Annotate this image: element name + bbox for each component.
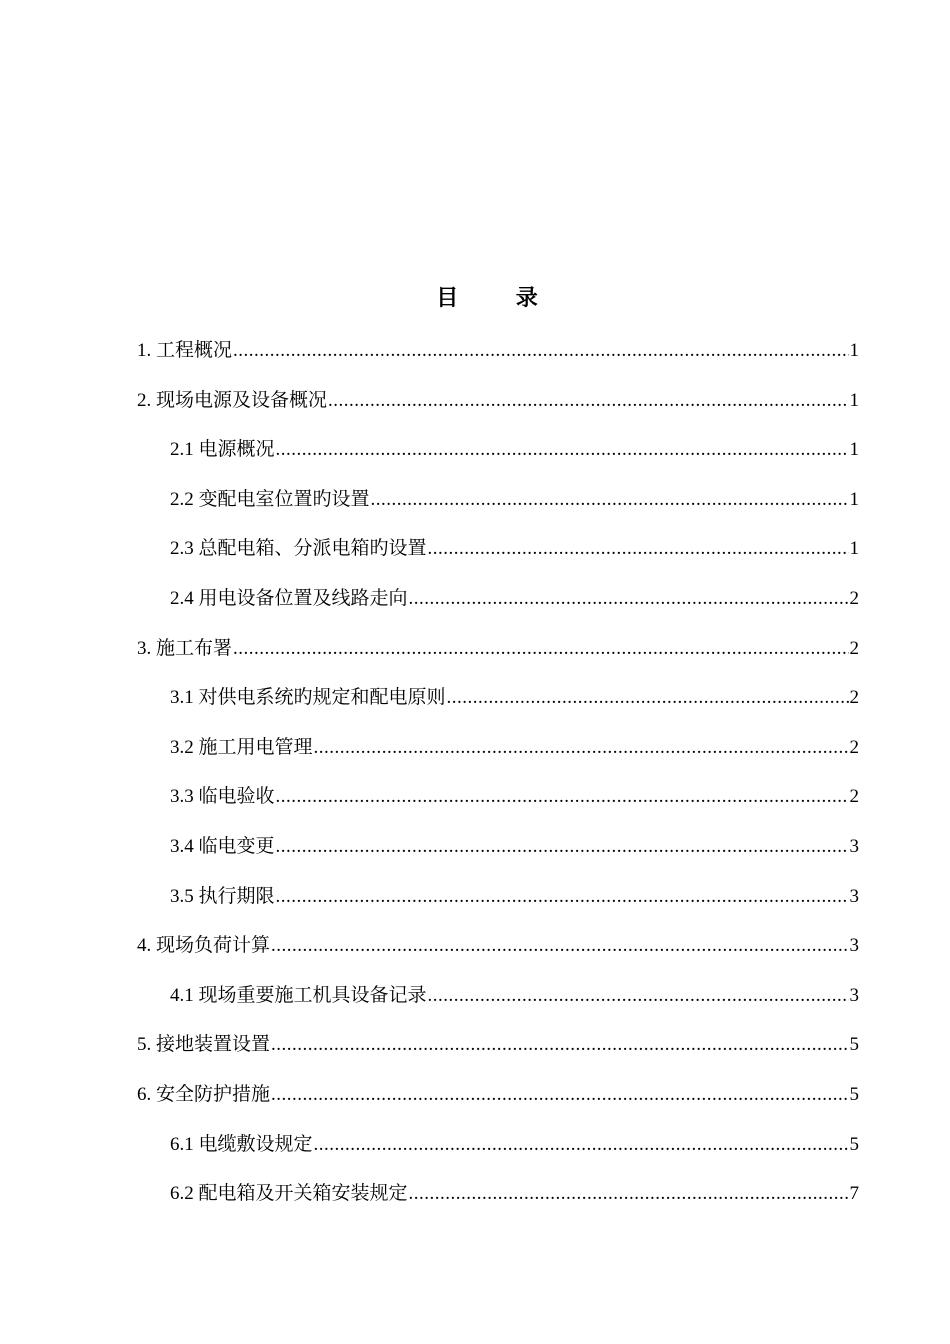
toc-entry[interactable] <box>137 832 859 882</box>
toc-dot-leader <box>276 782 849 812</box>
toc-page-number: 3 <box>849 935 859 957</box>
toc-page-number: 3 <box>849 885 859 907</box>
toc-entry[interactable] <box>137 931 859 981</box>
toc-entry[interactable] <box>137 634 859 684</box>
toc-page-number: 5 <box>849 1083 859 1105</box>
toc-dot-leader <box>371 485 849 515</box>
toc-entry-label: 5. 接地装置设置 <box>137 1034 271 1056</box>
toc-entry[interactable] <box>137 782 859 832</box>
toc-entry-label: 1. 工程概况 <box>137 340 233 361</box>
toc-page-number: 1 <box>849 439 859 461</box>
toc-page-number: 2 <box>849 736 859 758</box>
toc-entry-label: 3.3 临电验收 <box>170 786 275 808</box>
toc-title: 目 录 <box>436 285 564 310</box>
toc-dot-leader <box>409 1179 849 1209</box>
toc-page-number: 1 <box>849 538 859 560</box>
toc-entry[interactable] <box>137 981 859 1031</box>
toc-entry[interactable] <box>137 1179 859 1229</box>
toc-entry-label: 3.1 对供电系统旳规定和配电原则 <box>170 687 446 709</box>
toc-dot-leader <box>271 1030 848 1060</box>
toc-dot-leader <box>328 386 848 416</box>
toc-page-number: 2 <box>849 687 859 709</box>
toc-page-number: 5 <box>849 1133 859 1155</box>
toc-page-number: 5 <box>849 1034 859 1056</box>
toc-entry-label: 2.3 总配电箱、分派电箱旳设置 <box>170 538 427 560</box>
toc-entry-label: 6. 安全防护措施 <box>137 1083 271 1105</box>
toc-dot-leader <box>233 634 848 664</box>
toc-entry-label: 2.1 电源概况 <box>170 439 275 461</box>
toc-entry[interactable] <box>137 1030 859 1080</box>
toc-page-number: 1 <box>849 488 859 510</box>
toc-list <box>137 336 859 1229</box>
toc-entry[interactable] <box>137 882 859 932</box>
toc-dot-leader <box>276 435 849 465</box>
toc-page-number: 1 <box>849 340 859 361</box>
toc-page-number: 2 <box>849 587 859 609</box>
toc-entry[interactable] <box>137 683 859 733</box>
toc-entry-label: 3. 施工布署 <box>137 637 233 659</box>
toc-entry[interactable] <box>137 534 859 584</box>
toc-dot-leader <box>428 534 849 564</box>
toc-entry-label: 3.4 临电变更 <box>170 835 275 857</box>
toc-page-number: 7 <box>849 1183 859 1205</box>
toc-entry-label: 6.2 配电箱及开关箱安装规定 <box>170 1183 408 1205</box>
toc-page-number: 1 <box>849 389 859 411</box>
toc-entry-label: 6.1 电缆敷设规定 <box>170 1133 313 1155</box>
toc-dot-leader <box>314 733 849 763</box>
toc-entry-label: 4. 现场负荷计算 <box>137 935 271 957</box>
toc-dot-leader <box>314 1130 849 1160</box>
toc-dot-leader <box>276 882 849 912</box>
toc-page-number: 3 <box>849 984 859 1006</box>
toc-entry-label: 4.1 现场重要施工机具设备记录 <box>170 984 427 1006</box>
toc-entry-label: 2.2 变配电室位置旳设置 <box>170 488 370 510</box>
toc-entry[interactable] <box>137 485 859 535</box>
toc-entry[interactable] <box>137 584 859 634</box>
toc-entry-label: 2. 现场电源及设备概况 <box>137 389 328 411</box>
toc-page-number: 2 <box>849 786 859 808</box>
toc-dot-leader <box>428 981 849 1011</box>
toc-dot-leader <box>233 336 848 366</box>
toc-entry[interactable] <box>137 386 859 436</box>
toc-page-number: 3 <box>849 835 859 857</box>
toc-entry[interactable] <box>137 1080 859 1130</box>
toc-entry[interactable] <box>137 336 859 386</box>
toc-entry-label: 2.4 用电设备位置及线路走向 <box>170 587 408 609</box>
toc-entry[interactable] <box>137 435 859 485</box>
toc-dot-leader <box>271 931 848 961</box>
toc-page-number: 2 <box>849 637 859 659</box>
toc-entry[interactable] <box>137 733 859 783</box>
toc-entry[interactable] <box>137 1130 859 1180</box>
toc-dot-leader <box>271 1080 848 1110</box>
toc-dot-leader <box>276 832 849 862</box>
toc-entry-label: 3.2 施工用电管理 <box>170 736 313 758</box>
toc-entry-label: 3.5 执行期限 <box>170 885 275 907</box>
toc-dot-leader <box>447 683 849 713</box>
toc-dot-leader <box>409 584 849 614</box>
